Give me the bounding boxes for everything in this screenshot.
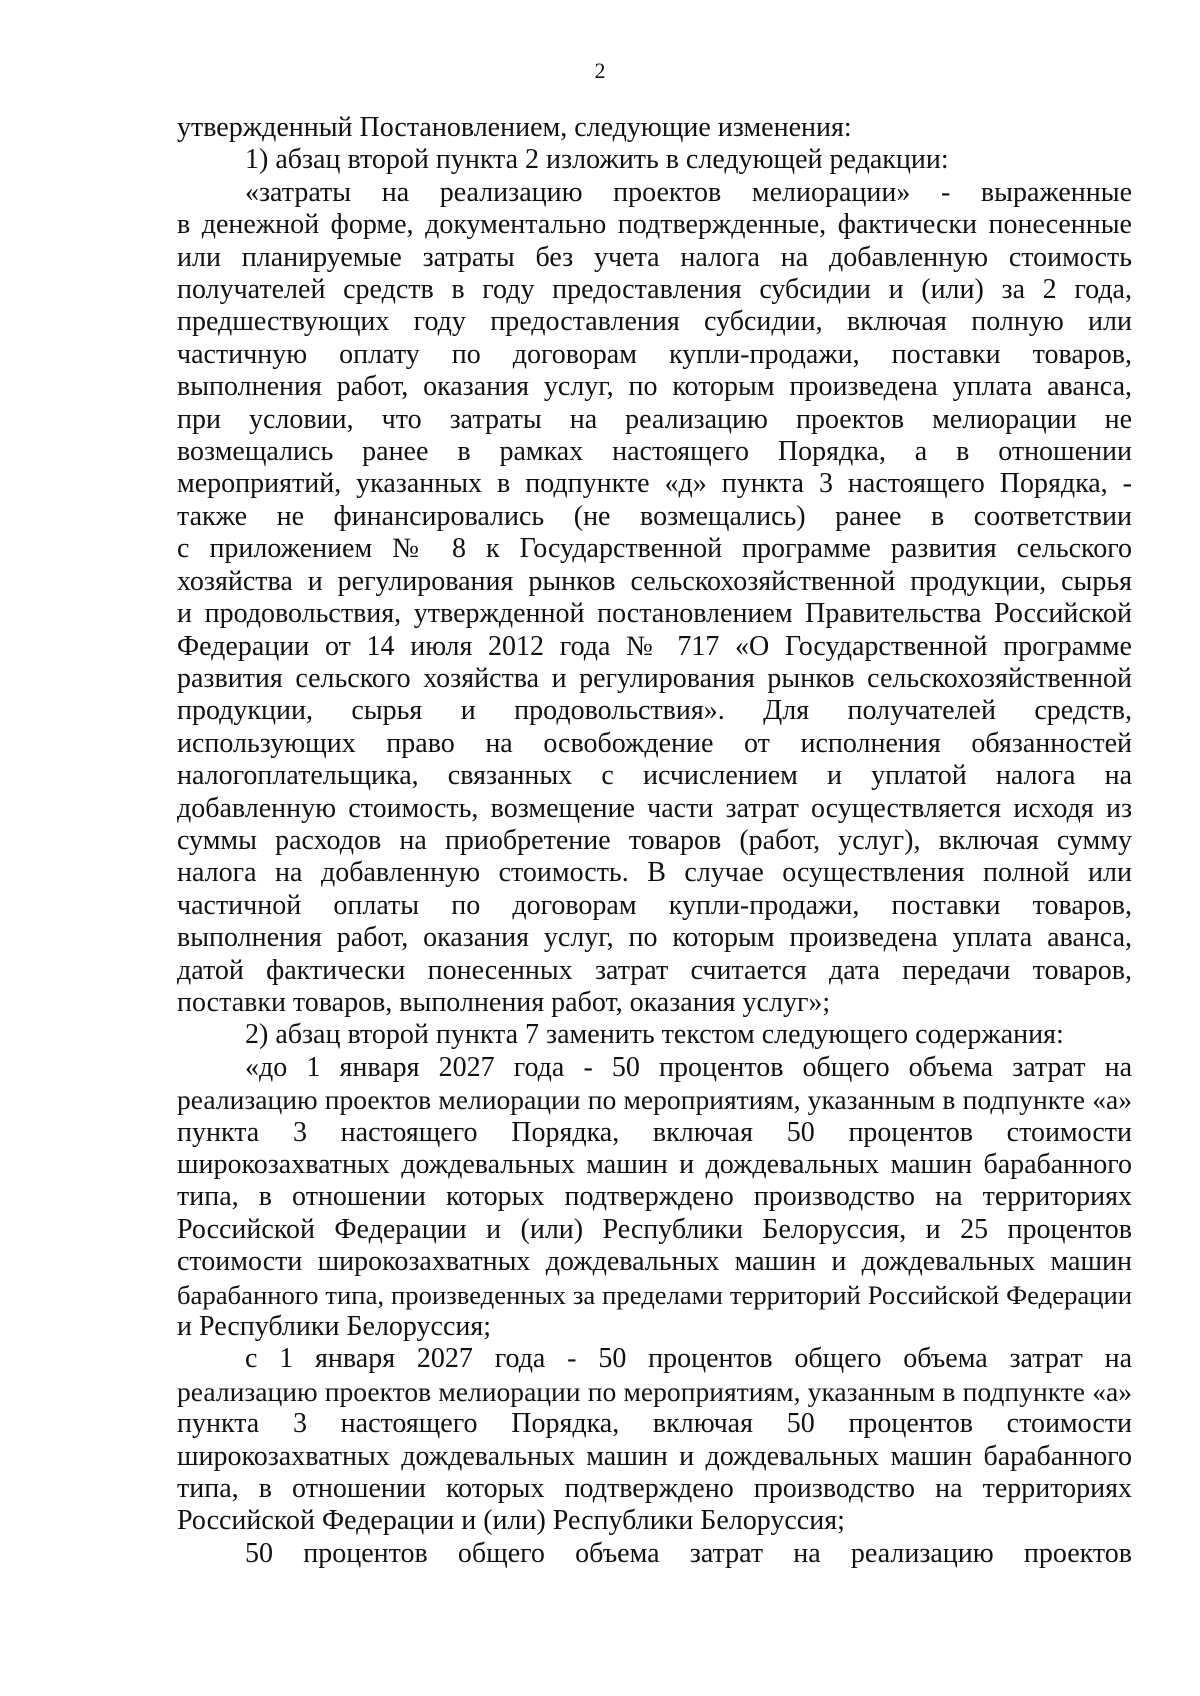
text-line: налога на добавленную стоимость. В случае осуществления полной или	[177, 857, 1132, 889]
text-line: в денежной форме, документально подтвержденные, фактически понесенные	[177, 209, 1132, 241]
page-number: 2	[594, 58, 606, 83]
text-line: выполнения работ, оказания услуг, по которым произведена уплата аванса,	[177, 371, 1132, 403]
text-line: реализацию проектов мелиорации по мероприятиям, указанным в подпункте «а»	[177, 1375, 1132, 1407]
text-line: налогоплательщика, связанных с исчислением и уплатой налога на	[177, 760, 1132, 792]
text-line: и продовольствия, утвержденной постановлением Правительства Российской	[177, 598, 1132, 630]
text-line: предшествующих году предоставления субсидии, включая полную или	[177, 306, 1132, 338]
text-line: также не финансировались (не возмещались) ранее в соответствии	[177, 500, 1132, 532]
text-line: суммы расходов на приобретение товаров (работ, услуг), включая сумму	[177, 824, 1132, 856]
text-line: «затраты на реализацию проектов мелиорации» - выраженные	[245, 176, 1132, 208]
text-line: широкозахватных дождевальных машин и дождевальных машин барабанного	[177, 1440, 1132, 1472]
text-line: частичную оплату по договорам купли-продажи, поставки товаров,	[177, 338, 1132, 370]
text-line: 2) абзац второй пункта 7 заменить текстом следующего содержания:	[245, 1019, 1064, 1051]
text-line: при условии, что затраты на реализацию проектов мелиорации не	[177, 403, 1132, 435]
text-line: реализацию проектов мелиорации по мероприятиям, указанным в подпункте «а»	[177, 1084, 1132, 1116]
text-line: 1) абзац второй пункта 2 изложить в следующей редакции:	[245, 144, 949, 176]
text-line: датой фактически понесенных затрат считается дата передачи товаров,	[177, 954, 1132, 986]
text-line: мероприятий, указанных в подпункте «д» пункта 3 настоящего Порядка, -	[177, 468, 1132, 500]
text-line: хозяйства и регулирования рынков сельскохозяйственной продукции, сырья	[177, 565, 1132, 597]
text-line: барабанного типа, произведенных за пределами территорий Российской Федерации	[177, 1279, 1132, 1310]
text-line: использующих право на освобождение от исполнения обязанностей	[177, 727, 1132, 759]
text-line: Российской Федерации и (или) Республики Белоруссия, и 25 процентов	[177, 1213, 1132, 1245]
text-line: Российской Федерации и (или) Республики Белоруссия;	[177, 1505, 845, 1537]
text-line: стоимости широкозахватных дождевальных машин и дождевальных машин	[177, 1246, 1132, 1278]
text-line: развития сельского хозяйства и регулирования рынков сельскохозяйственной	[177, 662, 1132, 694]
text-line: 50 процентов общего объема затрат на реализацию проектов	[245, 1537, 1132, 1569]
text-line: пункта 3 настоящего Порядка, включая 50 процентов стоимости	[177, 1408, 1132, 1440]
text-line: типа, в отношении которых подтверждено производство на территориях	[177, 1181, 1132, 1213]
text-line: широкозахватных дождевальных машин и дождевальных машин барабанного	[177, 1149, 1132, 1180]
text-line: «до 1 января 2027 года - 50 процентов общего объема затрат на	[245, 1051, 1132, 1083]
text-line: частичной оплаты по договорам купли-продажи, поставки товаров,	[177, 889, 1132, 921]
text-line: добавленную стоимость, возмещение части затрат осуществляется исходя из	[177, 792, 1132, 824]
body-text	[177, 112, 1132, 1570]
text-line: продукции, сырья и продовольствия». Для получателей средств,	[177, 695, 1132, 727]
text-line: Федерации от 14 июля 2012 года № 717 «О Государственной программе	[177, 630, 1132, 662]
text-line: возмещались ранее в рамках настоящего Порядка, а в отношении	[177, 436, 1132, 468]
text-line: и Республики Белоруссия;	[177, 1311, 492, 1343]
text-line: или планируемые затраты без учета налога на добавленную стоимость	[177, 241, 1132, 273]
text-line: с приложением № 8 к Государственной программе развития сельского	[177, 533, 1132, 565]
text-line: пункта 3 настоящего Порядка, включая 50 процентов стоимости	[177, 1116, 1132, 1148]
text-line: с 1 января 2027 года - 50 процентов общего объема затрат на	[245, 1343, 1132, 1375]
text-line: типа, в отношении которых подтверждено производство на территориях	[177, 1473, 1132, 1505]
text-line: выполнения работ, оказания услуг, по которым произведена уплата аванса,	[177, 922, 1132, 954]
text-line: получателей средств в году предоставления субсидии и (или) за 2 года,	[177, 274, 1132, 306]
text-line: утвержденный Постановлением, следующие изменения:	[177, 112, 852, 143]
text-line: поставки товаров, выполнения работ, оказания услуг»;	[177, 986, 831, 1018]
